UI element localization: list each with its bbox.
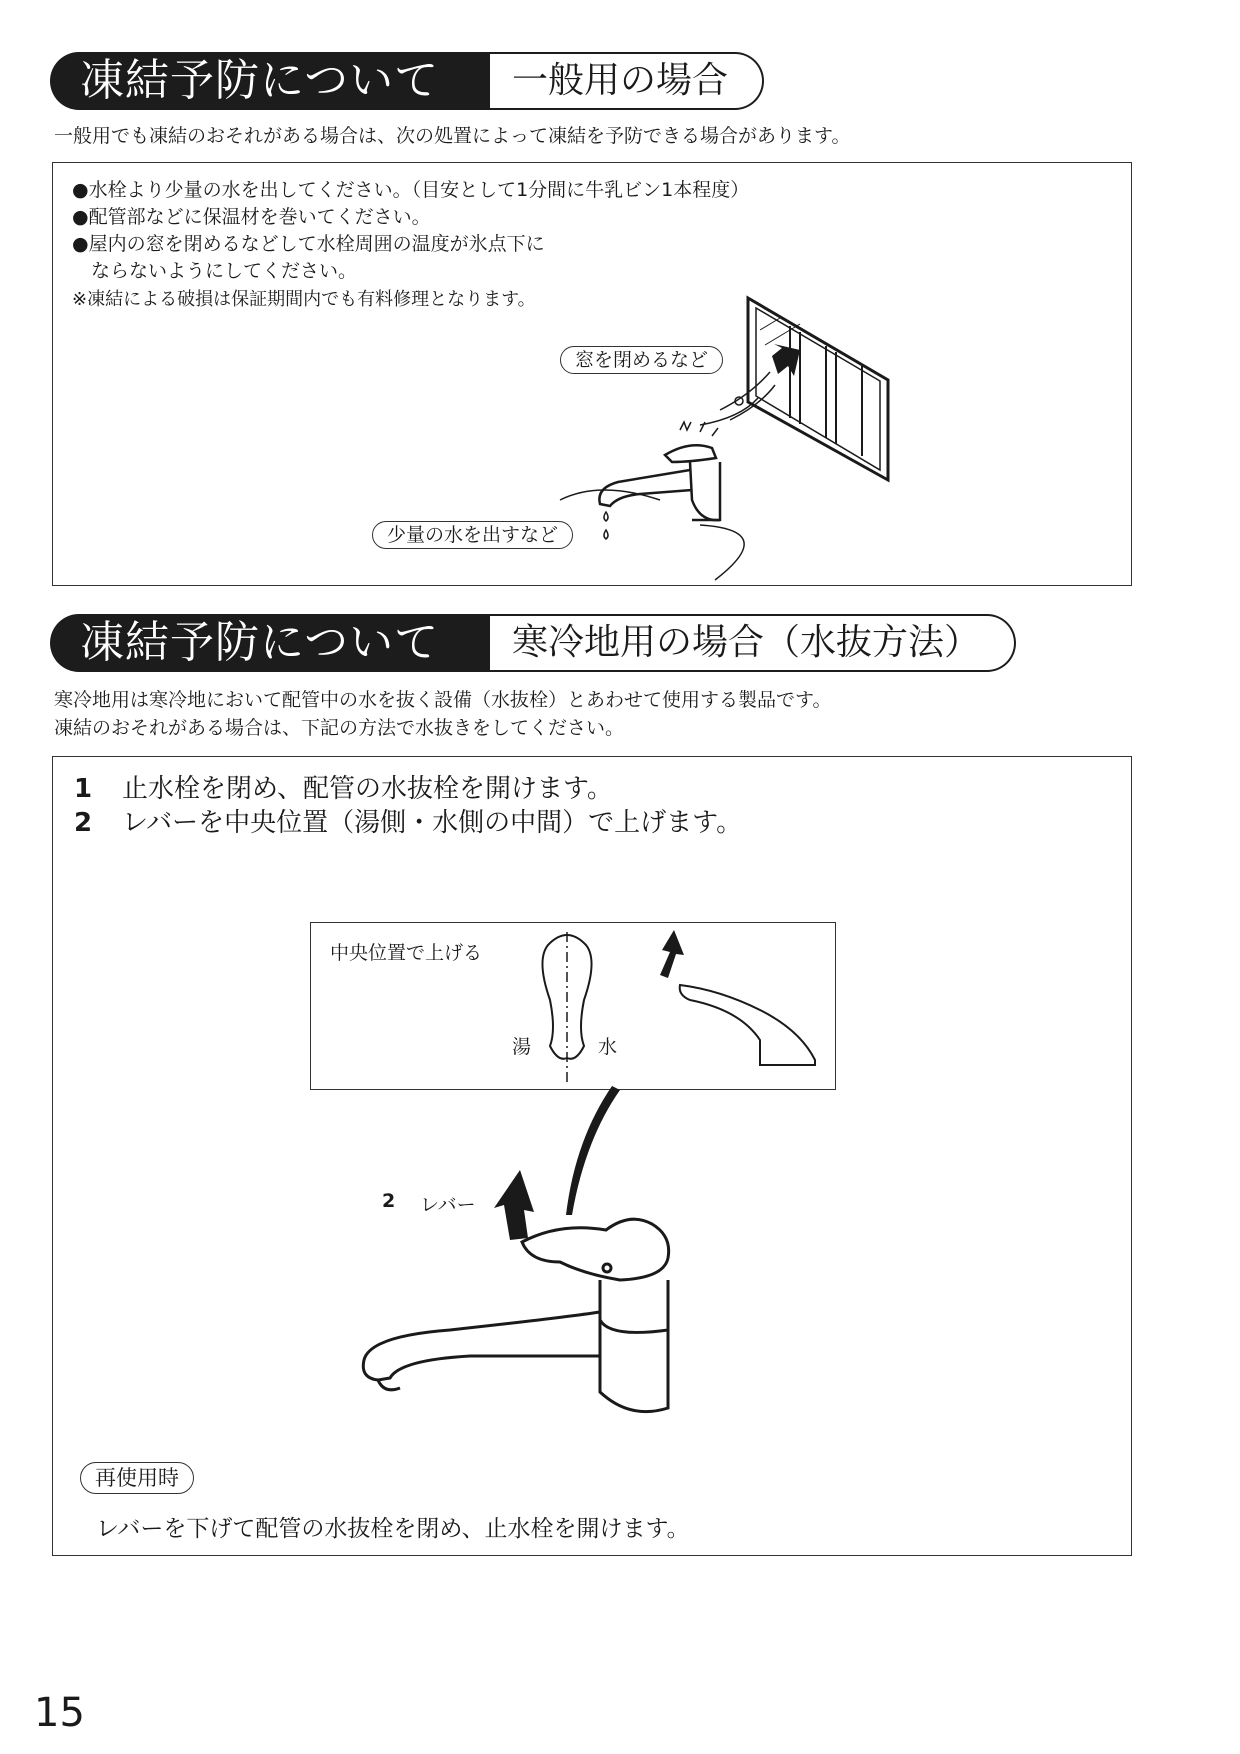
label-close-window: 窓を閉めるなど [560,346,723,374]
section1-subtitle: 一般用の場合 [490,52,764,110]
section2-title: 凍結予防について [50,614,490,672]
page-number: 15 [34,1690,85,1736]
label-hot: 湯 [512,1036,532,1058]
bullet-3: ●屋内の窓を閉めるなどして水栓周囲の温度が氷点下に [72,233,545,255]
reuse-label: 再使用時 [80,1462,194,1494]
step-2-number: 2 [74,808,93,838]
section2-subtitle: 寒冷地用の場合（水抜方法） [490,614,1016,672]
section2-intro-2: 凍結のおそれがある場合は、下記の方法で水抜きをしてください。 [54,717,625,739]
step-1-text: 止水栓を閉め、配管の水抜栓を開けます。 [122,774,613,804]
section2-intro-1: 寒冷地用は寒冷地において配管中の水を抜く設備（水抜栓）とあわせて使用する製品です。 [54,689,832,711]
lever-label: レバー [420,1194,476,1216]
bullet-2: ●配管部などに保温材を巻いてください。 [72,206,431,228]
step-1-number: 1 [74,774,93,804]
label-cold: 水 [598,1036,618,1058]
bullet-1: ●水栓より少量の水を出してください。（目安として1分間に牛乳ビン1本程度） [72,179,750,201]
lever-number: 2 [382,1190,396,1212]
section1-title: 凍結予防について [50,52,490,110]
step-2-text: レバーを中央位置（湯側・水側の中間）で上げます。 [122,808,743,838]
inset-title: 中央位置で上げる [330,942,483,964]
warranty-note: ※凍結による破損は保証期間内でも有料修理となります。 [72,289,536,310]
label-run-water: 少量の水を出すなど [372,521,573,549]
bullet-3-cont: ならないようにしてください。 [72,260,358,282]
section1-intro: 一般用でも凍結のおそれがある場合は、次の処置によって凍結を予防できる場合があります。 [54,125,851,147]
reuse-text: レバーを下げて配管の水抜栓を閉め、止水栓を開けます。 [96,1516,690,1542]
